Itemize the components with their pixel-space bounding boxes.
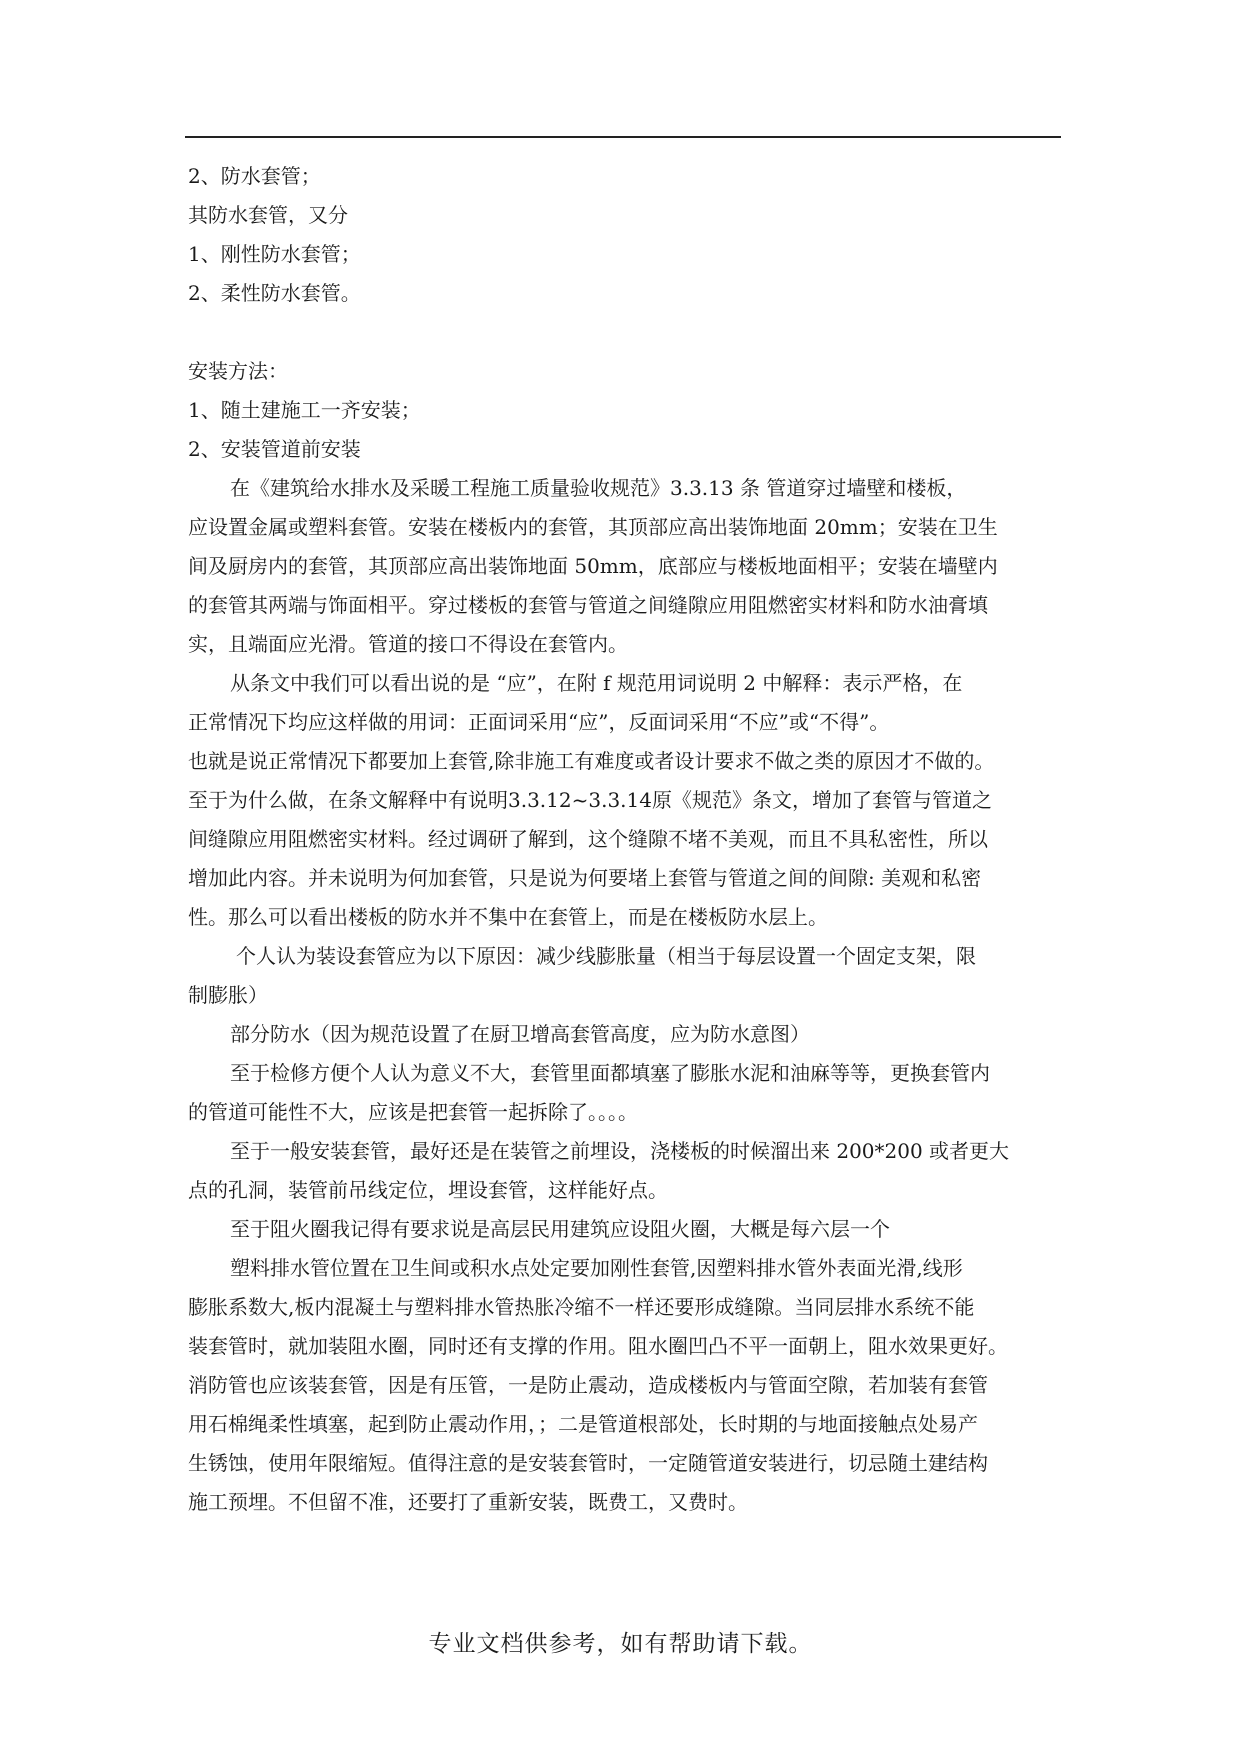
text-line: 装套管时，就加装阻水圈，同时还有支撑的作用。阻水圈凹凸不平一面朝上，阻水效果更好。 [188,1334,1008,1358]
text-line: 塑料排水管位置在卫生间或积水点处定要加刚性套管,因塑料排水管外表面光滑,线形 [230,1256,963,1280]
document-body [188,157,1056,1522]
text-line: 2、安装管道前安装 [188,437,361,461]
text-line: 至于一般安装套管，最好还是在装管之前埋设，浇楼板的时候溜出来 200*200 或者更大 [230,1139,1010,1163]
text-line: 消防管也应该装套管，因是有压管，一是防止震动，造成楼板内与管面空隙，若加装有套管 [188,1373,988,1397]
header-rule [185,136,1061,138]
text-line: 间缝隙应用阻燃密实材料。经过调研了解到，这个缝隙不堵不美观，而且不具私密性，所以 [188,827,988,851]
text-line: 性。那么可以看出楼板的防水并不集中在套管上，而是在楼板防水层上。 [188,905,828,929]
blank-line [188,313,1056,352]
text-line: 点的孔洞，装管前吊线定位，埋设套管，这样能好点。 [188,1178,668,1202]
text-line: 膨胀系数大,板内混凝土与塑料排水管热胀冷缩不一样还要形成缝隙。当同层排水系统不能 [188,1295,975,1319]
text-line: 其防水套管，又分 [188,203,348,227]
text-line: 制膨胀） [188,983,268,1007]
text-line: 2、柔性防水套管。 [188,281,361,305]
text-line: 用石棉绳柔性填塞，起到防止震动作用，；二是管道根部处，长时期的与地面接触点处易产 [188,1412,978,1436]
text-line: 2、防水套管； [188,164,321,188]
text-line: 施工预埋。不但留不准，还要打了重新安装，既费工，又费时。 [188,1490,748,1514]
text-line: 生锈蚀，使用年限缩短。值得注意的是安装套管时，一定随管道安装进行，切忌随土建结构 [188,1451,988,1475]
text-line: 安装方法： [188,359,288,383]
text-line: 的管道可能性不大，应该是把套管一起拆除了。。。。 [188,1100,638,1124]
text-line: 1、随土建施工一齐安装； [188,398,421,422]
text-line: 实，且端面应光滑。管道的接口不得设在套管内。 [188,632,628,656]
text-line: 1、刚性防水套管； [188,242,361,266]
text-line: 增加此内容。并未说明为何加套管，只是说为何要堵上套管与管道之间的间隙: 美观和私密 [188,866,982,890]
text-line: 也就是说正常情况下都要加上套管,除非施工有难度或者设计要求不做之类的原因才不做的。 [188,749,995,773]
text-line: 部分防水（因为规范设置了在厨卫增高套管高度，应为防水意图） [230,1022,810,1046]
page-footer: 专业文档供参考，如有帮助请下载。 [428,1631,813,1657]
text-line: 正常情况下均应这样做的用词：正面词采用“应”，反面词采用“不应”或“不得”。 [188,710,890,734]
text-line: 至于检修方便个人认为意义不大，套管里面都填塞了膨胀水泥和油麻等等，更换套管内 [230,1061,990,1085]
text-line: 个人认为装设套管应为以下原因：减少线膨胀量（相当于每层设置一个固定支架，限 [236,944,976,968]
text-line: 的套管其两端与饰面相平。穿过楼板的套管与管道之间缝隙应用阻燃密实材料和防水油膏填 [188,593,988,617]
text-line: 应设置金属或塑料套管。安装在楼板内的套管，其顶部应高出装饰地面 20mm；安装在卫生 [188,515,998,539]
text-line: 至于阻火圈我记得有要求说是高层民用建筑应设阻火圈，大概是每六层一个 [230,1217,890,1241]
text-line: 间及厨房内的套管，其顶部应高出装饰地面 50mm，底部应与楼板地面相平；安装在墙壁内 [188,554,998,578]
text-line: 至于为什么做，在条文解释中有说明3.3.12~3.3.14原《规范》条文，增加了套管与管道之 [188,788,992,812]
text-line: 在《建筑给水排水及采暖工程施工质量验收规范》3.3.13 条 管道穿过墙壁和楼板， [230,476,967,500]
text-line: 从条文中我们可以看出说的是 “应”，在附 f 规范用词说明 2 中解释：表示严格，在 [230,671,963,695]
